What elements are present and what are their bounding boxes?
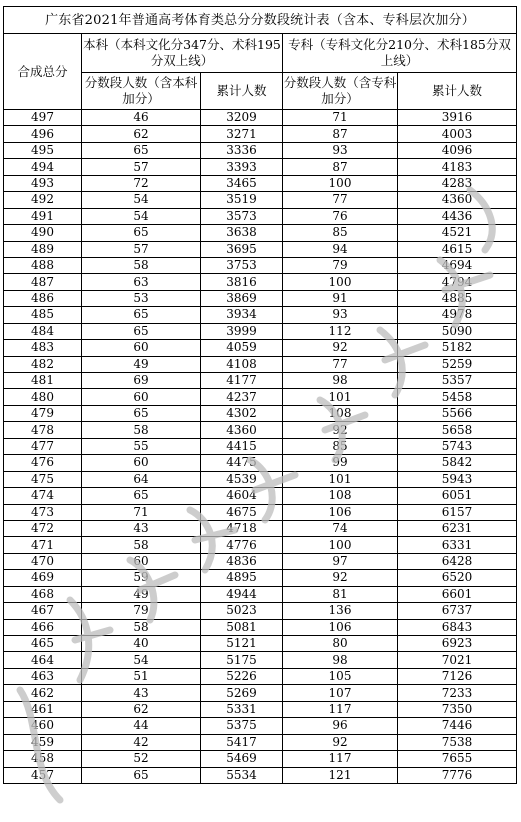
benke-cumulative-cell: 5269 xyxy=(201,685,283,701)
score-cell: 465 xyxy=(4,636,82,652)
zhuanke-cumulative-cell: 4283 xyxy=(398,175,517,191)
zhuanke-count-cell: 76 xyxy=(283,208,398,224)
score-cell: 486 xyxy=(4,290,82,306)
score-cell: 467 xyxy=(4,603,82,619)
score-cell: 492 xyxy=(4,192,82,208)
zhuanke-count-cell: 96 xyxy=(283,718,398,734)
score-cell: 494 xyxy=(4,159,82,175)
table-row xyxy=(4,438,517,454)
zhuanke-count-cell: 108 xyxy=(283,405,398,421)
zhuanke-cumulative-cell: 5566 xyxy=(398,405,517,421)
benke-count-cell: 65 xyxy=(82,225,201,241)
benke-cumulative-cell: 5534 xyxy=(201,767,283,783)
zhuanke-cumulative-cell: 4615 xyxy=(398,241,517,257)
score-distribution-table xyxy=(3,6,517,784)
table-row xyxy=(4,455,517,471)
benke-count-cell: 49 xyxy=(82,586,201,602)
score-cell: 480 xyxy=(4,389,82,405)
zhuanke-cumulative-cell: 7021 xyxy=(398,652,517,668)
benke-count-cell: 65 xyxy=(82,767,201,783)
zhuanke-cumulative-cell: 4360 xyxy=(398,192,517,208)
score-cell: 459 xyxy=(4,734,82,750)
table-row xyxy=(4,323,517,339)
table-row xyxy=(4,668,517,684)
benke-count-cell: 54 xyxy=(82,652,201,668)
zhuanke-count-cell: 98 xyxy=(283,652,398,668)
benke-count-cell: 52 xyxy=(82,751,201,767)
benke-count-cell: 65 xyxy=(82,142,201,158)
benke-cumulative-cell: 3934 xyxy=(201,307,283,323)
benke-count-cell: 62 xyxy=(82,126,201,142)
score-cell: 482 xyxy=(4,356,82,372)
benke-cumulative-cell: 4177 xyxy=(201,373,283,389)
zhuanke-cumulative-cell: 7233 xyxy=(398,685,517,701)
score-cell: 475 xyxy=(4,471,82,487)
zhuanke-count-cell: 79 xyxy=(283,257,398,273)
table-row xyxy=(4,701,517,717)
benke-cumulative-cell: 4237 xyxy=(201,389,283,405)
zhuanke-count-cell: 94 xyxy=(283,241,398,257)
zhuanke-count-cell: 85 xyxy=(283,438,398,454)
benke-count-cell: 44 xyxy=(82,718,201,734)
zhuanke-cumulative-cell: 5943 xyxy=(398,471,517,487)
table-row xyxy=(4,471,517,487)
zhuanke-cumulative-cell: 5357 xyxy=(398,373,517,389)
table-row xyxy=(4,422,517,438)
zhuanke-cumulative-cell: 4183 xyxy=(398,159,517,175)
zhuanke-cumulative-cell: 4003 xyxy=(398,126,517,142)
benke-count-cell: 58 xyxy=(82,619,201,635)
zhuanke-cumulative-cell: 5658 xyxy=(398,422,517,438)
benke-count-cell: 60 xyxy=(82,553,201,569)
benke-cumulative-cell: 5023 xyxy=(201,603,283,619)
benke-cumulative-cell: 4718 xyxy=(201,520,283,536)
benke-count-cell: 54 xyxy=(82,208,201,224)
benke-count-cell: 49 xyxy=(82,356,201,372)
zhuanke-count-cell: 97 xyxy=(283,553,398,569)
table-row xyxy=(4,274,517,290)
benke-cumulative-cell: 3695 xyxy=(201,241,283,257)
header-benke-count: 分数段人数（含本科加分） xyxy=(82,73,201,110)
zhuanke-cumulative-cell: 5743 xyxy=(398,438,517,454)
table-row xyxy=(4,537,517,553)
score-cell: 477 xyxy=(4,438,82,454)
table-row xyxy=(4,159,517,175)
zhuanke-cumulative-cell: 5458 xyxy=(398,389,517,405)
zhuanke-count-cell: 87 xyxy=(283,126,398,142)
score-cell: 457 xyxy=(4,767,82,783)
score-cell: 463 xyxy=(4,668,82,684)
zhuanke-cumulative-cell: 4978 xyxy=(398,307,517,323)
benke-count-cell: 46 xyxy=(82,110,201,126)
zhuanke-count-cell: 106 xyxy=(283,504,398,520)
benke-count-cell: 72 xyxy=(82,175,201,191)
benke-cumulative-cell: 4475 xyxy=(201,455,283,471)
benke-cumulative-cell: 3271 xyxy=(201,126,283,142)
benke-count-cell: 54 xyxy=(82,192,201,208)
zhuanke-count-cell: 81 xyxy=(283,586,398,602)
benke-cumulative-cell: 5375 xyxy=(201,718,283,734)
zhuanke-count-cell: 87 xyxy=(283,159,398,175)
zhuanke-cumulative-cell: 4885 xyxy=(398,290,517,306)
benke-cumulative-cell: 3869 xyxy=(201,290,283,306)
table-row xyxy=(4,126,517,142)
benke-cumulative-cell: 4302 xyxy=(201,405,283,421)
benke-cumulative-cell: 5226 xyxy=(201,668,283,684)
table-row xyxy=(4,389,517,405)
title-row xyxy=(4,7,517,34)
benke-count-cell: 43 xyxy=(82,685,201,701)
zhuanke-count-cell: 99 xyxy=(283,455,398,471)
benke-count-cell: 69 xyxy=(82,373,201,389)
score-cell: 471 xyxy=(4,537,82,553)
zhuanke-cumulative-cell: 7538 xyxy=(398,734,517,750)
table-row xyxy=(4,603,517,619)
table-row xyxy=(4,504,517,520)
zhuanke-cumulative-cell: 6331 xyxy=(398,537,517,553)
zhuanke-count-cell: 98 xyxy=(283,373,398,389)
table-row xyxy=(4,734,517,750)
score-cell: 481 xyxy=(4,373,82,389)
table-row xyxy=(4,175,517,191)
score-cell: 461 xyxy=(4,701,82,717)
zhuanke-count-cell: 105 xyxy=(283,668,398,684)
benke-cumulative-cell: 3336 xyxy=(201,142,283,158)
benke-cumulative-cell: 4360 xyxy=(201,422,283,438)
zhuanke-cumulative-cell: 5842 xyxy=(398,455,517,471)
benke-cumulative-cell: 4776 xyxy=(201,537,283,553)
benke-cumulative-cell: 4604 xyxy=(201,488,283,504)
benke-cumulative-cell: 3465 xyxy=(201,175,283,191)
benke-count-cell: 65 xyxy=(82,405,201,421)
benke-count-cell: 60 xyxy=(82,455,201,471)
zhuanke-count-cell: 106 xyxy=(283,619,398,635)
zhuanke-cumulative-cell: 6051 xyxy=(398,488,517,504)
benke-cumulative-cell: 3573 xyxy=(201,208,283,224)
benke-count-cell: 57 xyxy=(82,159,201,175)
benke-count-cell: 63 xyxy=(82,274,201,290)
zhuanke-cumulative-cell: 4436 xyxy=(398,208,517,224)
header-benke-cumulative: 累计人数 xyxy=(201,73,283,110)
score-cell: 484 xyxy=(4,323,82,339)
zhuanke-count-cell: 92 xyxy=(283,340,398,356)
table-row xyxy=(4,520,517,536)
zhuanke-cumulative-cell: 3916 xyxy=(398,110,517,126)
table-row xyxy=(4,373,517,389)
zhuanke-cumulative-cell: 5090 xyxy=(398,323,517,339)
score-cell: 487 xyxy=(4,274,82,290)
benke-cumulative-cell: 3638 xyxy=(201,225,283,241)
header-zhuanke: 专科（专科文化分210分、术科185分双上线） xyxy=(283,34,517,73)
zhuanke-count-cell: 92 xyxy=(283,734,398,750)
zhuanke-count-cell: 136 xyxy=(283,603,398,619)
benke-count-cell: 60 xyxy=(82,389,201,405)
benke-count-cell: 57 xyxy=(82,241,201,257)
table-row xyxy=(4,405,517,421)
zhuanke-cumulative-cell: 6520 xyxy=(398,570,517,586)
zhuanke-count-cell: 71 xyxy=(283,110,398,126)
zhuanke-cumulative-cell: 4694 xyxy=(398,257,517,273)
benke-cumulative-cell: 5121 xyxy=(201,636,283,652)
table-row xyxy=(4,340,517,356)
score-cell: 485 xyxy=(4,307,82,323)
table-row xyxy=(4,685,517,701)
score-cell: 458 xyxy=(4,751,82,767)
table-title: 广东省2021年普通高考体育类总分分数段统计表（含本、专科层次加分） xyxy=(4,7,517,34)
zhuanke-count-cell: 121 xyxy=(283,767,398,783)
table-row xyxy=(4,142,517,158)
score-cell: 469 xyxy=(4,570,82,586)
score-cell: 473 xyxy=(4,504,82,520)
zhuanke-count-cell: 107 xyxy=(283,685,398,701)
benke-count-cell: 79 xyxy=(82,603,201,619)
zhuanke-count-cell: 117 xyxy=(283,701,398,717)
benke-cumulative-cell: 5081 xyxy=(201,619,283,635)
benke-count-cell: 64 xyxy=(82,471,201,487)
table-row xyxy=(4,553,517,569)
zhuanke-count-cell: 85 xyxy=(283,225,398,241)
benke-cumulative-cell: 4059 xyxy=(201,340,283,356)
zhuanke-cumulative-cell: 6601 xyxy=(398,586,517,602)
table-row xyxy=(4,225,517,241)
score-cell: 472 xyxy=(4,520,82,536)
zhuanke-cumulative-cell: 6157 xyxy=(398,504,517,520)
benke-cumulative-cell: 5175 xyxy=(201,652,283,668)
benke-cumulative-cell: 4836 xyxy=(201,553,283,569)
score-cell: 490 xyxy=(4,225,82,241)
score-cell: 488 xyxy=(4,257,82,273)
benke-cumulative-cell: 3999 xyxy=(201,323,283,339)
zhuanke-count-cell: 101 xyxy=(283,471,398,487)
table-row xyxy=(4,636,517,652)
table-row xyxy=(4,356,517,372)
zhuanke-count-cell: 108 xyxy=(283,488,398,504)
header-zhuanke-count: 分数段人数（含专科加分） xyxy=(283,73,398,110)
score-cell: 496 xyxy=(4,126,82,142)
zhuanke-cumulative-cell: 7446 xyxy=(398,718,517,734)
benke-cumulative-cell: 5469 xyxy=(201,751,283,767)
score-cell: 470 xyxy=(4,553,82,569)
benke-count-cell: 58 xyxy=(82,257,201,273)
table-row xyxy=(4,586,517,602)
benke-count-cell: 43 xyxy=(82,520,201,536)
header-row-1 xyxy=(4,34,517,73)
zhuanke-count-cell: 112 xyxy=(283,323,398,339)
zhuanke-cumulative-cell: 6843 xyxy=(398,619,517,635)
benke-cumulative-cell: 3393 xyxy=(201,159,283,175)
score-cell: 489 xyxy=(4,241,82,257)
benke-cumulative-cell: 3519 xyxy=(201,192,283,208)
score-cell: 483 xyxy=(4,340,82,356)
zhuanke-count-cell: 80 xyxy=(283,636,398,652)
score-cell: 479 xyxy=(4,405,82,421)
table-row xyxy=(4,619,517,635)
score-cell: 460 xyxy=(4,718,82,734)
zhuanke-count-cell: 93 xyxy=(283,142,398,158)
zhuanke-cumulative-cell: 6231 xyxy=(398,520,517,536)
benke-count-cell: 65 xyxy=(82,488,201,504)
zhuanke-cumulative-cell: 6428 xyxy=(398,553,517,569)
zhuanke-count-cell: 74 xyxy=(283,520,398,536)
zhuanke-count-cell: 100 xyxy=(283,175,398,191)
table-row xyxy=(4,257,517,273)
table-row xyxy=(4,208,517,224)
score-cell: 462 xyxy=(4,685,82,701)
zhuanke-cumulative-cell: 5259 xyxy=(398,356,517,372)
zhuanke-cumulative-cell: 7655 xyxy=(398,751,517,767)
benke-count-cell: 40 xyxy=(82,636,201,652)
benke-cumulative-cell: 3209 xyxy=(201,110,283,126)
zhuanke-cumulative-cell: 7350 xyxy=(398,701,517,717)
benke-count-cell: 62 xyxy=(82,701,201,717)
score-cell: 497 xyxy=(4,110,82,126)
table-row xyxy=(4,192,517,208)
score-table-sheet xyxy=(3,6,516,784)
benke-cumulative-cell: 4539 xyxy=(201,471,283,487)
benke-cumulative-cell: 4675 xyxy=(201,504,283,520)
benke-count-cell: 55 xyxy=(82,438,201,454)
zhuanke-cumulative-cell: 5182 xyxy=(398,340,517,356)
benke-count-cell: 60 xyxy=(82,340,201,356)
benke-count-cell: 58 xyxy=(82,537,201,553)
benke-count-cell: 58 xyxy=(82,422,201,438)
zhuanke-cumulative-cell: 4521 xyxy=(398,225,517,241)
zhuanke-count-cell: 101 xyxy=(283,389,398,405)
table-row xyxy=(4,751,517,767)
header-benke: 本科（本科文化分347分、术科195分双上线） xyxy=(82,34,283,73)
score-cell: 464 xyxy=(4,652,82,668)
score-cell: 476 xyxy=(4,455,82,471)
table-row xyxy=(4,488,517,504)
zhuanke-cumulative-cell: 7126 xyxy=(398,668,517,684)
benke-cumulative-cell: 5331 xyxy=(201,701,283,717)
zhuanke-count-cell: 93 xyxy=(283,307,398,323)
benke-count-cell: 65 xyxy=(82,323,201,339)
benke-cumulative-cell: 4895 xyxy=(201,570,283,586)
zhuanke-count-cell: 77 xyxy=(283,356,398,372)
table-row xyxy=(4,241,517,257)
zhuanke-count-cell: 92 xyxy=(283,570,398,586)
zhuanke-count-cell: 92 xyxy=(283,422,398,438)
score-cell: 468 xyxy=(4,586,82,602)
header-zhuanke-cumulative: 累计人数 xyxy=(398,73,517,110)
benke-cumulative-cell: 3753 xyxy=(201,257,283,273)
zhuanke-cumulative-cell: 6923 xyxy=(398,636,517,652)
table-row xyxy=(4,307,517,323)
benke-count-cell: 71 xyxy=(82,504,201,520)
benke-count-cell: 53 xyxy=(82,290,201,306)
score-cell: 493 xyxy=(4,175,82,191)
header-score: 合成总分 xyxy=(4,34,82,110)
benke-cumulative-cell: 3816 xyxy=(201,274,283,290)
score-cell: 478 xyxy=(4,422,82,438)
benke-count-cell: 65 xyxy=(82,307,201,323)
zhuanke-count-cell: 77 xyxy=(283,192,398,208)
table-row xyxy=(4,290,517,306)
zhuanke-cumulative-cell: 4794 xyxy=(398,274,517,290)
benke-count-cell: 59 xyxy=(82,570,201,586)
table-row xyxy=(4,718,517,734)
benke-cumulative-cell: 4944 xyxy=(201,586,283,602)
score-cell: 466 xyxy=(4,619,82,635)
score-cell: 495 xyxy=(4,142,82,158)
zhuanke-cumulative-cell: 4096 xyxy=(398,142,517,158)
zhuanke-cumulative-cell: 6737 xyxy=(398,603,517,619)
benke-cumulative-cell: 4415 xyxy=(201,438,283,454)
zhuanke-count-cell: 100 xyxy=(283,537,398,553)
benke-count-cell: 42 xyxy=(82,734,201,750)
table-row xyxy=(4,570,517,586)
benke-cumulative-cell: 5417 xyxy=(201,734,283,750)
table-row xyxy=(4,110,517,126)
zhuanke-cumulative-cell: 7776 xyxy=(398,767,517,783)
benke-count-cell: 51 xyxy=(82,668,201,684)
score-cell: 474 xyxy=(4,488,82,504)
zhuanke-count-cell: 117 xyxy=(283,751,398,767)
benke-cumulative-cell: 4108 xyxy=(201,356,283,372)
zhuanke-count-cell: 100 xyxy=(283,274,398,290)
table-row xyxy=(4,652,517,668)
score-cell: 491 xyxy=(4,208,82,224)
table-row xyxy=(4,767,517,783)
zhuanke-count-cell: 91 xyxy=(283,290,398,306)
